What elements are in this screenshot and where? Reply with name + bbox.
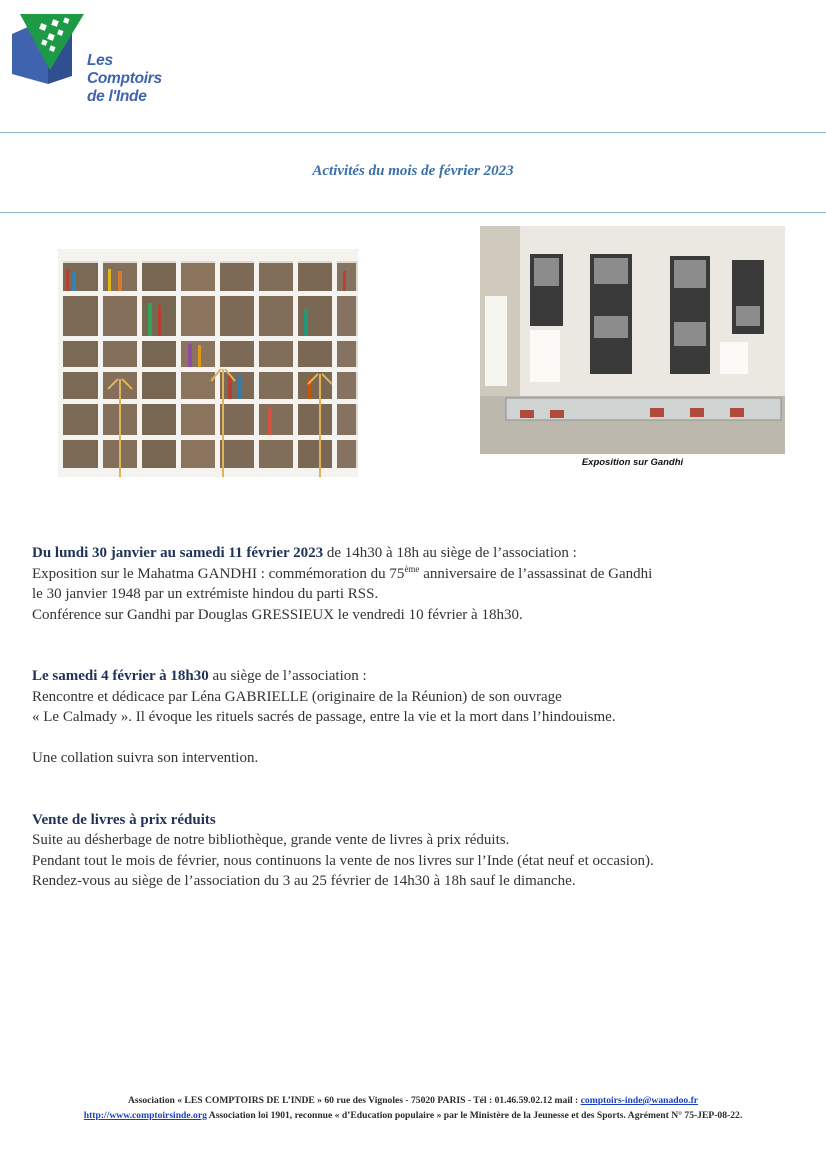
event-1-line-4: Conférence sur Gandhi par Douglas GRESSIEUX le vendredi 10 février à 18h30. <box>32 606 523 623</box>
footer-address: Association « LES COMPTOIRS DE L’INDE » 60 rue des Vignoles - 75020 PARIS - Tél : 01.46.59.02.12 mail : <box>127 1095 581 1106</box>
logo-line-2: de l'Inde <box>87 88 147 105</box>
footer-line-1 <box>0 1093 826 1108</box>
footer-website-link[interactable]: http://www.comptoirsinde.org <box>83 1110 207 1121</box>
event-3-line-1: Vente de livres à prix réduits <box>32 811 216 828</box>
page-title: Activités du mois de février 2023 <box>312 163 514 179</box>
event-1-line-2b: anniversaire de l’assassinat de Gandhi <box>419 565 653 582</box>
event-2-heading: Le samedi 4 février à 18h30 <box>32 668 209 684</box>
event-book-sale <box>32 810 792 892</box>
event-1-line-3: le 30 janvier 1948 par un extrémiste hindou du parti RSS. <box>32 586 379 602</box>
logo-line-1: Les Comptoirs <box>87 52 162 87</box>
event-1-superscript: ème <box>404 563 420 574</box>
event-3-line-4: Rendez-vous au siège de l’association du 3 au 25 février de 14h30 à 18h sauf le dimanche. <box>32 873 576 889</box>
header-divider-top <box>0 132 826 133</box>
event-2-heading-rest: au siège de l’association : <box>208 668 367 684</box>
event-2-line-1 <box>32 666 792 687</box>
association-logo <box>10 12 190 105</box>
event-1-line-1 <box>32 543 792 564</box>
event-book-signing <box>32 666 792 769</box>
event-exhibition <box>32 543 792 625</box>
event-1-line-2a: Exposition sur le Mahatma GANDHI : commémoration du 75 <box>32 565 405 582</box>
event-2-line-3: « Le Calmady ». Il évoque les rituels sacrés de passage, entre la vie et la mort dans l’hindouisme. <box>32 709 616 725</box>
footer-email-link[interactable]: comptoirs-inde@wanadoo.fr <box>580 1095 699 1106</box>
event-1-heading-rest: de 14h30 à 18h au siège de l’association : <box>323 545 577 561</box>
footer <box>0 1093 826 1123</box>
event-3-line-3: Pendant tout le mois de février, nous continuons la vente de nos livres sur l’Inde (état neuf et occasion). <box>32 852 654 869</box>
event-2-line-2: Rencontre et dédicace par Léna GABRIELLE (originaire de la Réunion) de son ouvrage <box>32 688 562 705</box>
event-1-heading: Du lundi 30 janvier au samedi 11 février 2023 <box>32 545 324 561</box>
events-content <box>32 543 792 892</box>
logo-wordmark <box>87 52 190 106</box>
event-2-line-5: Une collation suivra son intervention. <box>32 750 259 766</box>
photo-caption: Exposition sur Gandhi <box>581 457 684 468</box>
bookshelves-photo <box>58 249 358 477</box>
footer-line-2 <box>0 1108 826 1123</box>
footer-registration: Association loi 1901, reconnue « d’Education populaire » par le Ministère de la Jeunesse et des Sports. Agrément N° 75-JEP-08-22. <box>206 1110 743 1121</box>
header-divider-bottom <box>0 212 826 213</box>
event-3-line-2: Suite au désherbage de notre bibliothèque, grande vente de livres à prix réduits. <box>32 832 510 848</box>
event-1-line-2 <box>32 564 792 585</box>
gandhi-exhibition-photo <box>480 226 785 454</box>
logo-emblem-icon <box>10 12 90 92</box>
